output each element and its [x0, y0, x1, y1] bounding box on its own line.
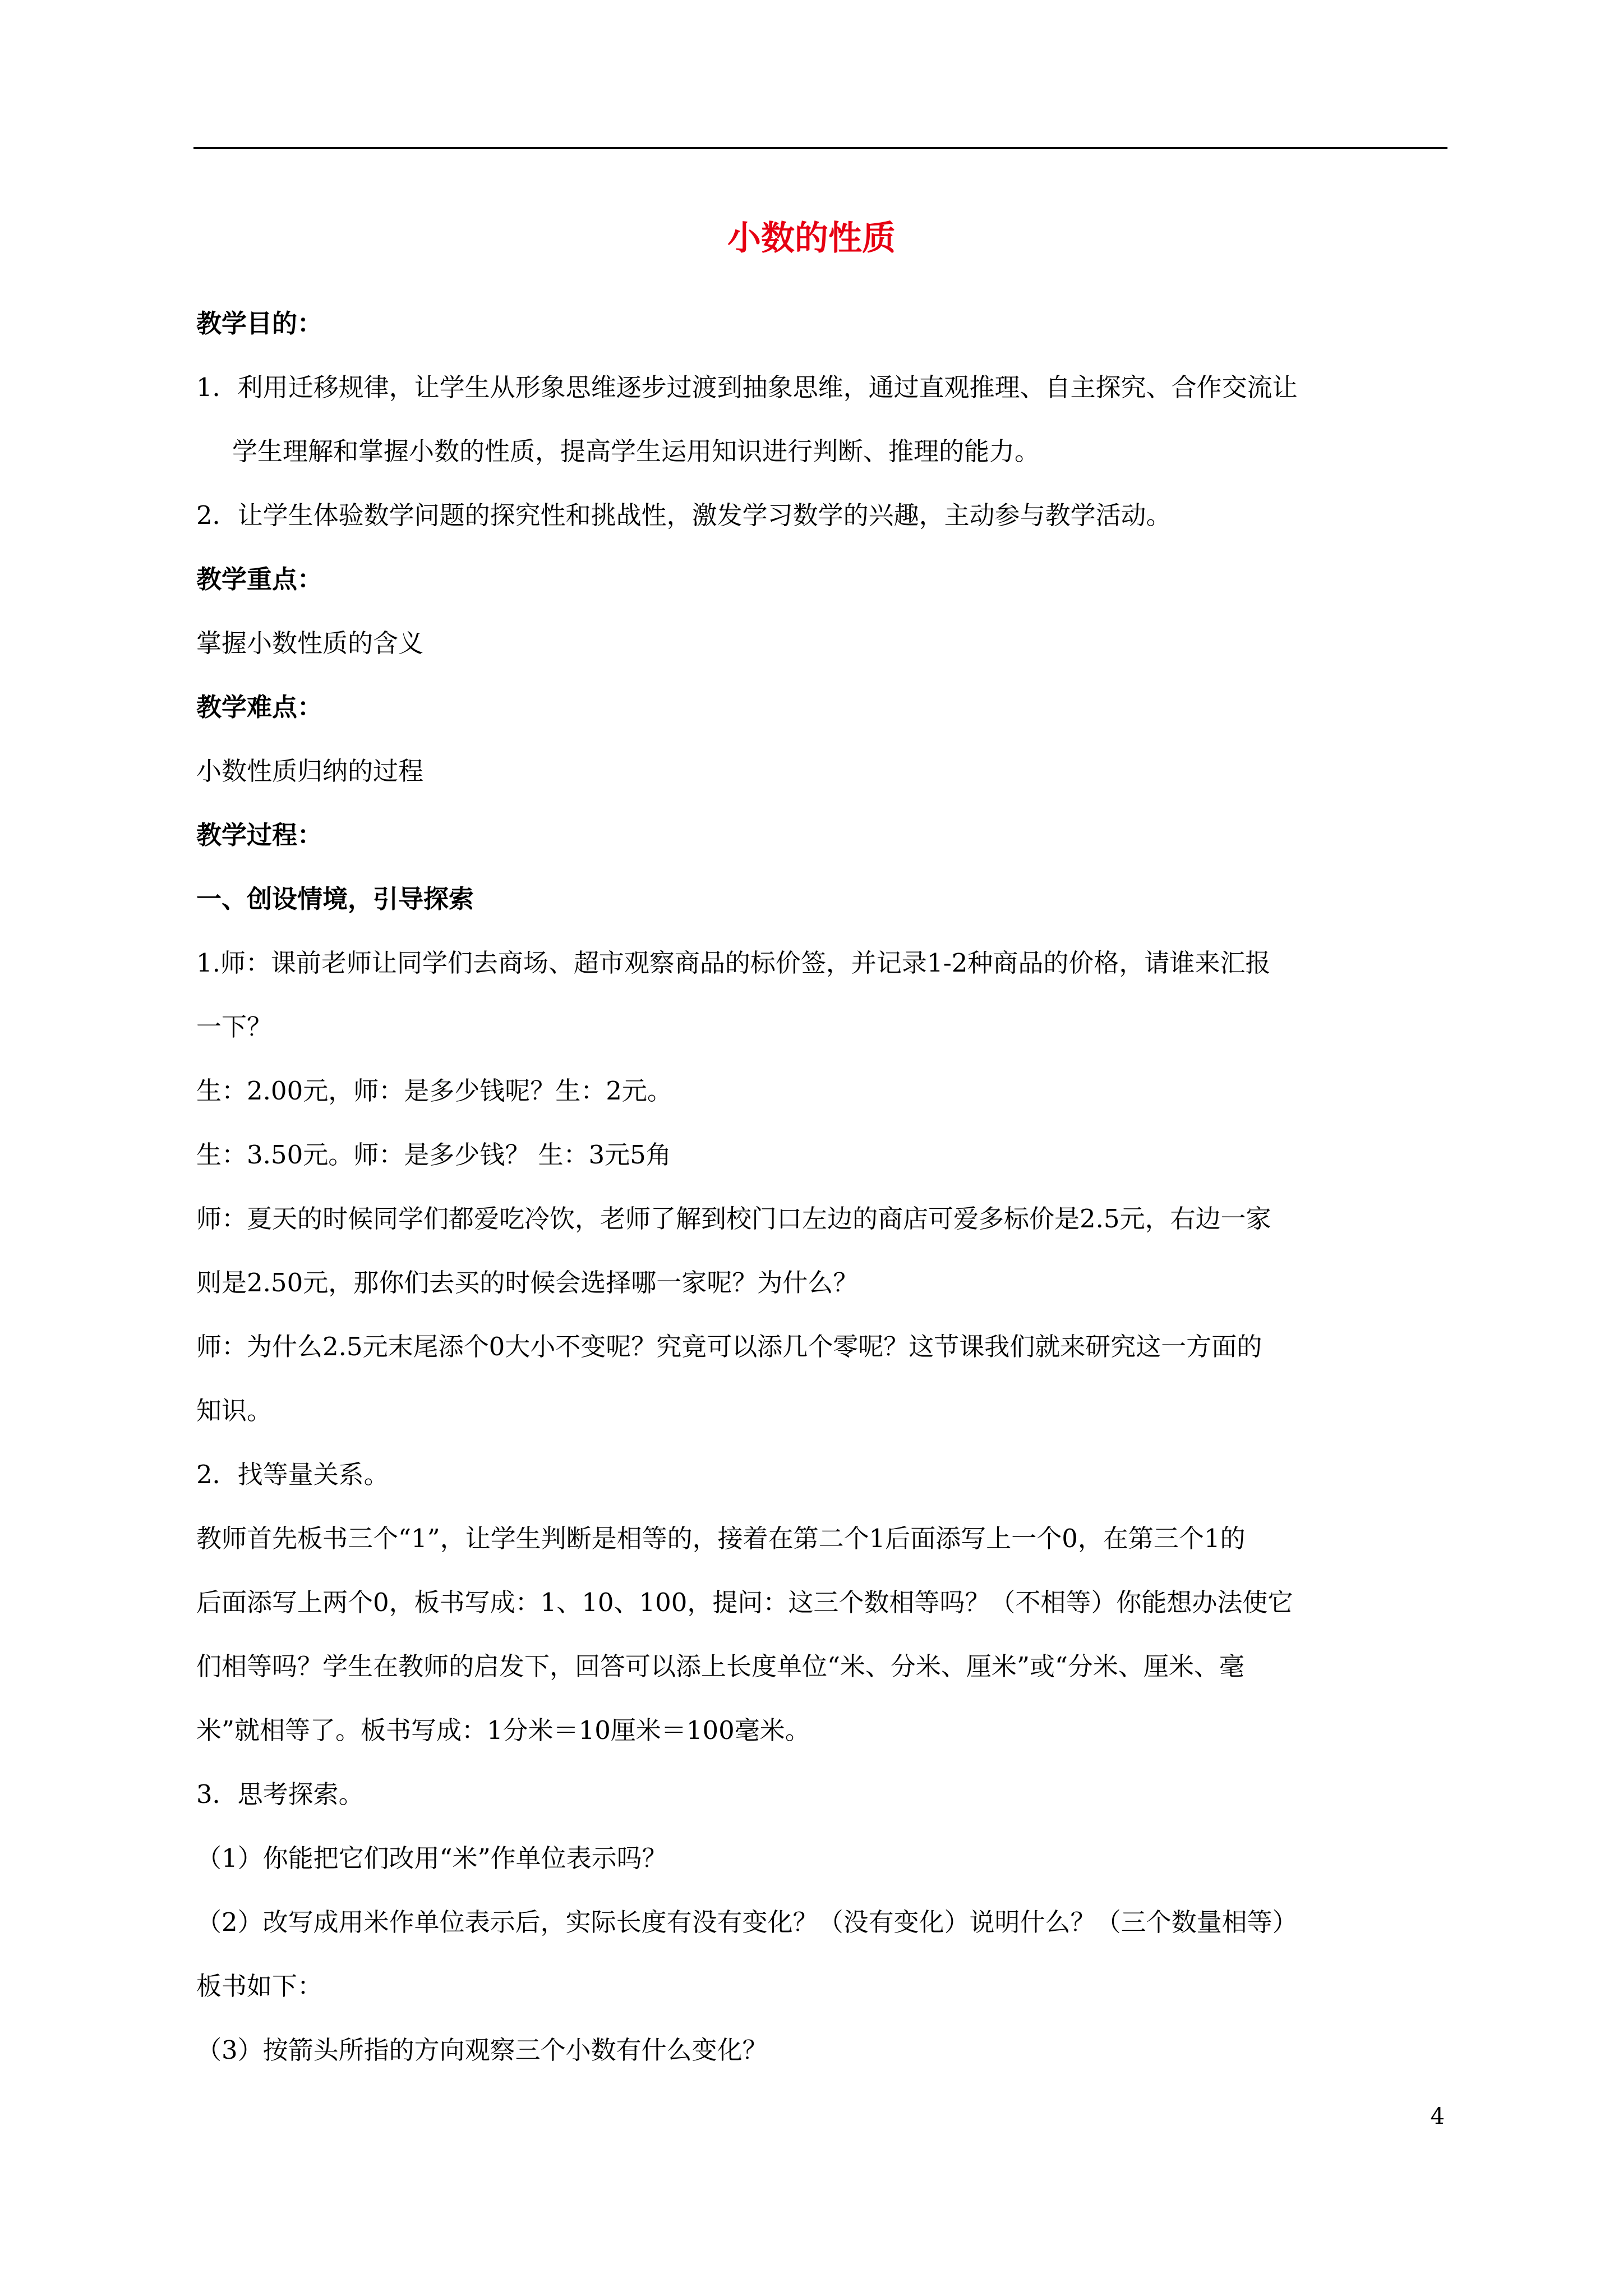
paragraph-line: 掌握小数性质的含义 [196, 628, 424, 658]
paragraph-line: （2）改写成用米作单位表示后，实际长度有没有变化？（没有变化）说明什么？（三个数量相等） [196, 1907, 1298, 1937]
paragraph-line: 3．思考探索。 [196, 1779, 364, 1809]
paragraph-line: 知识。 [196, 1396, 273, 1425]
paragraph-line: 1.师：课前老师让同学们去商场、超市观察商品的标价签，并记录1-2种商品的价格，请谁来汇报 [196, 948, 1271, 978]
page-title: 小数的性质 [727, 219, 896, 258]
paragraph-line: 生：2.00元，师：是多少钱呢？生：2元。 [196, 1076, 672, 1106]
section-heading: 教学目的： [196, 309, 323, 338]
section-heading: 教学难点： [196, 692, 323, 722]
paragraph-line: 后面添写上两个0，板书写成：1、10、100，提问：这三个数相等吗？（不相等）你能想办法使它 [196, 1588, 1293, 1617]
paragraph-line: 小数性质归纳的过程 [196, 756, 424, 786]
section-heading: 教学重点： [196, 564, 323, 594]
paragraph-line: 师：夏天的时候同学们都爱吃冷饮，老师了解到校门口左边的商店可爱多标价是2.5元，右边一家 [196, 1204, 1271, 1234]
section-heading: 教学过程： [196, 820, 323, 850]
paragraph-line: 2．让学生体验数学问题的探究性和挑战性，激发学习数学的兴趣，主动参与教学活动。 [196, 500, 1172, 530]
page-number: 4 [1430, 2104, 1445, 2129]
paragraph-line: 1．利用迁移规律，让学生从形象思维逐步过渡到抽象思维，通过直观推理、自主探究、合作交流让 [196, 372, 1298, 402]
paragraph-line: 师：为什么2.5元末尾添个0大小不变呢？究竟可以添几个零呢？这节课我们就来研究这一方面的 [196, 1332, 1262, 1361]
paragraph-line: 学生理解和掌握小数的性质，提高学生运用知识进行判断、推理的能力。 [232, 436, 1040, 466]
section-heading: 一、创设情境，引导探索 [196, 884, 474, 914]
paragraph-line: （3）按箭头所指的方向观察三个小数有什么变化？ [196, 2035, 768, 2065]
paragraph-line: 们相等吗？学生在教师的启发下，回答可以添上长度单位“米、分米、厘米”或“分米、厘米、毫 [196, 1651, 1245, 1681]
document-body [196, 292, 1448, 2082]
paragraph-line: 教师首先板书三个“1”，让学生判断是相等的，接着在第二个1后面添写上一个0，在第三个1的 [196, 1524, 1246, 1553]
paragraph-line: 板书如下： [196, 1971, 323, 2001]
paragraph-line: 一下？ [196, 1012, 273, 1042]
paragraph-line: 则是2.50元，那你们去买的时候会选择哪一家呢？为什么？ [196, 1268, 859, 1297]
paragraph-line: 米”就相等了。板书写成：1分米＝10厘米＝100毫米。 [196, 1715, 810, 1745]
paragraph-line: （1）你能把它们改用“米”作单位表示吗？ [196, 1843, 667, 1873]
paragraph-line: 生：3.50元。师：是多少钱？ 生：3元5角 [196, 1140, 671, 1170]
header-rule [193, 147, 1447, 149]
paragraph-line: 2．找等量关系。 [196, 1460, 389, 1489]
